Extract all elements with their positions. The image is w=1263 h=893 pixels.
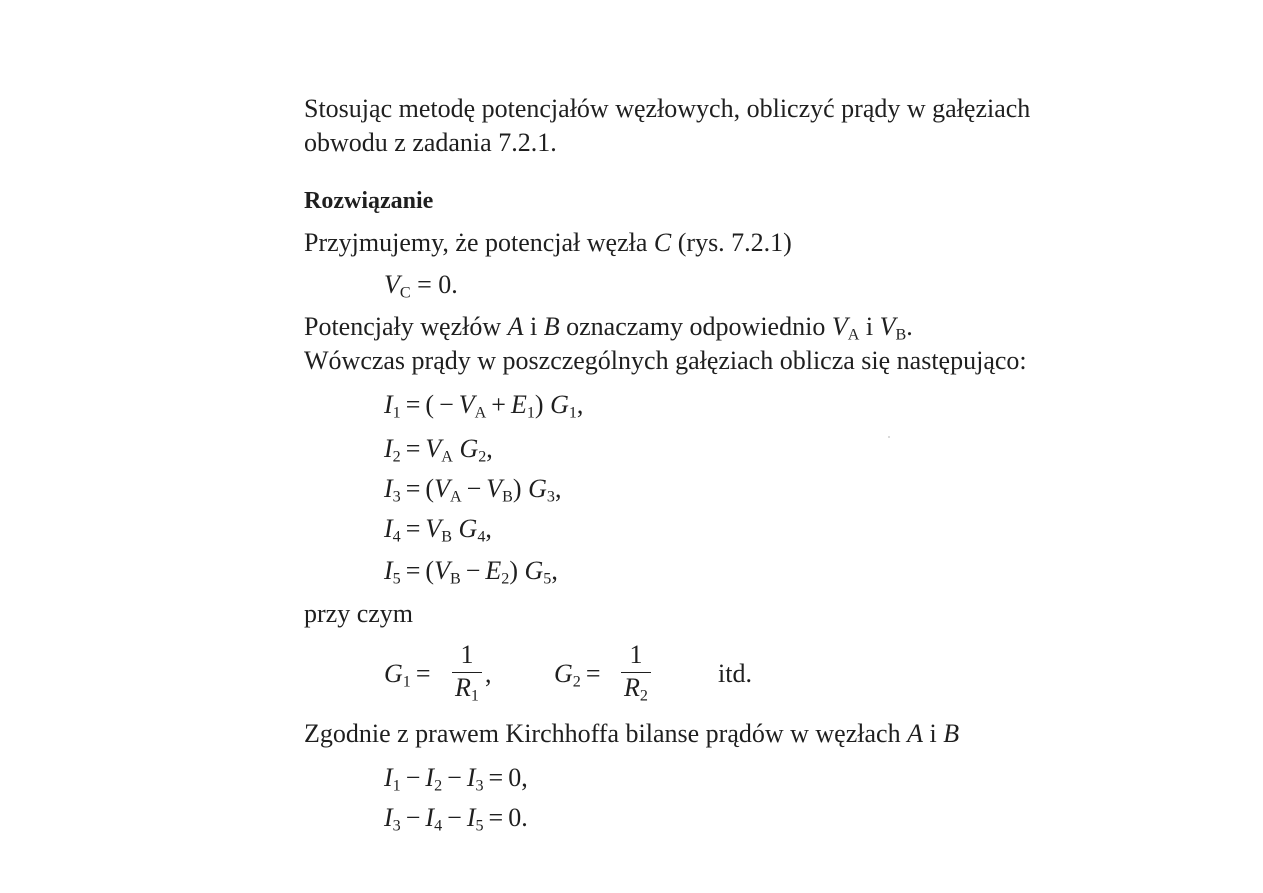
equation-node-b: $I_3 - I_4 - I_5 = 0$. <box>384 803 528 835</box>
equation-i5: $I_5 = (V_B - E_2)$ $G_5$, <box>384 556 558 588</box>
solution-heading: Rozwiązanie <box>304 188 434 214</box>
equation-i2: $I_2 = V_A$ $G_2$, <box>384 434 493 466</box>
equation-g1-left: $G_1$ = <box>384 659 431 691</box>
equation-i1: $I_1$ = ( − $V_A + E_1$) $G_1$, <box>384 390 584 422</box>
equation-vc: $V_C = 0$. <box>384 270 458 302</box>
comma-g1: , <box>485 659 492 688</box>
equation-i3: $I_3 = (V_A - V_B)$ $G_3$, <box>384 474 562 506</box>
itd-text: itd. <box>718 659 752 688</box>
przy-czym-text: przy czym <box>304 599 414 628</box>
intro-line-1: Stosując metodę potencjałów węzłowych, obliczyć prądy w gałęziach <box>304 94 1031 123</box>
solution-text-1: Przyjmujemy, że potencjał węzła C (rys. 7.2.1) <box>304 228 792 257</box>
kirchhoff-text: Zgodnie z prawem Kirchhoffa bilanse prądów w węzłach A i B <box>304 719 960 748</box>
equation-node-a: $I_1 - I_2 - I_3 = 0$, <box>384 763 528 795</box>
equation-i4: $I_4 = V_B$ $G_4$, <box>384 514 492 546</box>
scan-speck <box>888 436 890 438</box>
intro-line-2: obwodu z zadania 7.2.1. <box>304 128 557 157</box>
equation-g2-left: $G_2$ = <box>554 659 601 691</box>
fraction-g1: 1 $R_1$ <box>452 640 482 703</box>
solution-text-2: Potencjały węzłów A i B oznaczamy odpowiednio $V_A$ i $V_B$. <box>304 312 913 344</box>
solution-text-3: Wówczas prądy w poszczególnych gałęziach oblicza się następująco: <box>304 346 1027 375</box>
fraction-g2: 1 $R_2$ <box>621 640 651 703</box>
